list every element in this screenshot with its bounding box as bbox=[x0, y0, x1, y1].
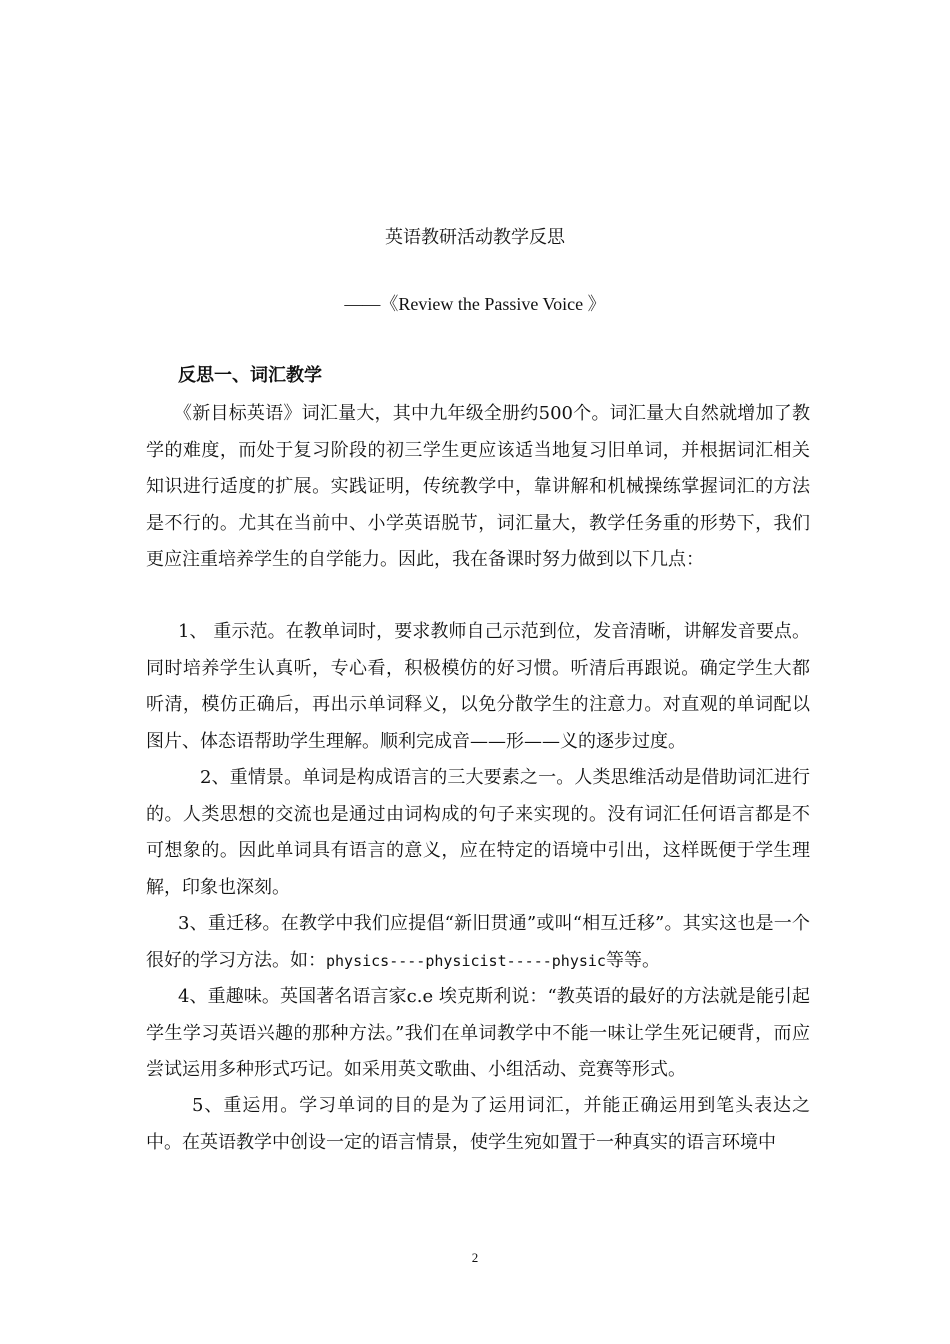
paragraph-point-3 bbox=[146, 906, 810, 979]
document-subtitle: ——《Review the Passive Voice 》 bbox=[344, 294, 606, 314]
point-3-example: physics----physicist-----physic bbox=[326, 951, 606, 970]
point-3-suffix: 等等。 bbox=[605, 949, 660, 971]
paragraph-point-4: 4、重趣味。英国著名语言家c.e 埃克斯利说：“教英语的最好的方法就是能引起学生学习英语兴趣的那种方法。”我们在单词教学中不能一味让学生死记硬背，而应尝试运用多种形式巧记。如采用英文歌曲、小组活动、竞赛等形式。 bbox=[146, 986, 810, 1080]
page-number: 2 bbox=[471, 1250, 479, 1265]
point-3-text: 3、重迁移。在教学中我们应提倡“新旧贯通”或叫“相互迁移”。其实这也是一个很好的学习方法。如： bbox=[146, 913, 810, 971]
section-heading: 反思一、词汇教学 bbox=[178, 365, 322, 386]
paragraph-point-2: 2、重情景。单词是构成语言的三大要素之一。人类思维活动是借助词汇进行的。人类思想的交流也是通过由词构成的句子来实现的。没有词汇任何语言都是不可想象的。因此单词具有语言的意义，应在特定的语境中引出，这样既便于学生理解，印象也深刻。 bbox=[146, 767, 810, 898]
paragraph-point-1: 1、 重示范。在教单词时，要求教师自己示范到位，发音清晰，讲解发音要点。同时培养学生认真听，专心看，积极模仿的好习惯。听清后再跟说。确定学生大都听清，模仿正确后，再出示单词释义，以免分散学生的注意力。对直观的单词配以图片、体态语帮助学生理解。顺利完成音——形——义的逐步过度。 bbox=[146, 621, 810, 752]
paragraph-point-5: 5、重运用。学习单词的目的是为了运用词汇，并能正确运用到笔头表达之中。在英语教学中创设一定的语言情景，使学生宛如置于一种真实的语言环境中 bbox=[146, 1095, 810, 1153]
paragraph-intro: 《新目标英语》词汇量大，其中九年级全册约500个。词汇量大自然就增加了教学的难度，而处于复习阶段的初三学生更应该适当地复习旧单词，并根据词汇相关知识进行适度的扩展。实践证明，传统教学中，靠讲解和机械操练掌握词汇的方法是不行的。尤其在当前中、小学英语脱节，词汇量大，教学任务重的形势下，我们更应注重培养学生的自学能力。因此，我在备课时努力做到以下几点： bbox=[146, 403, 810, 570]
document-title: 英语教研活动教学反思 bbox=[385, 227, 565, 248]
